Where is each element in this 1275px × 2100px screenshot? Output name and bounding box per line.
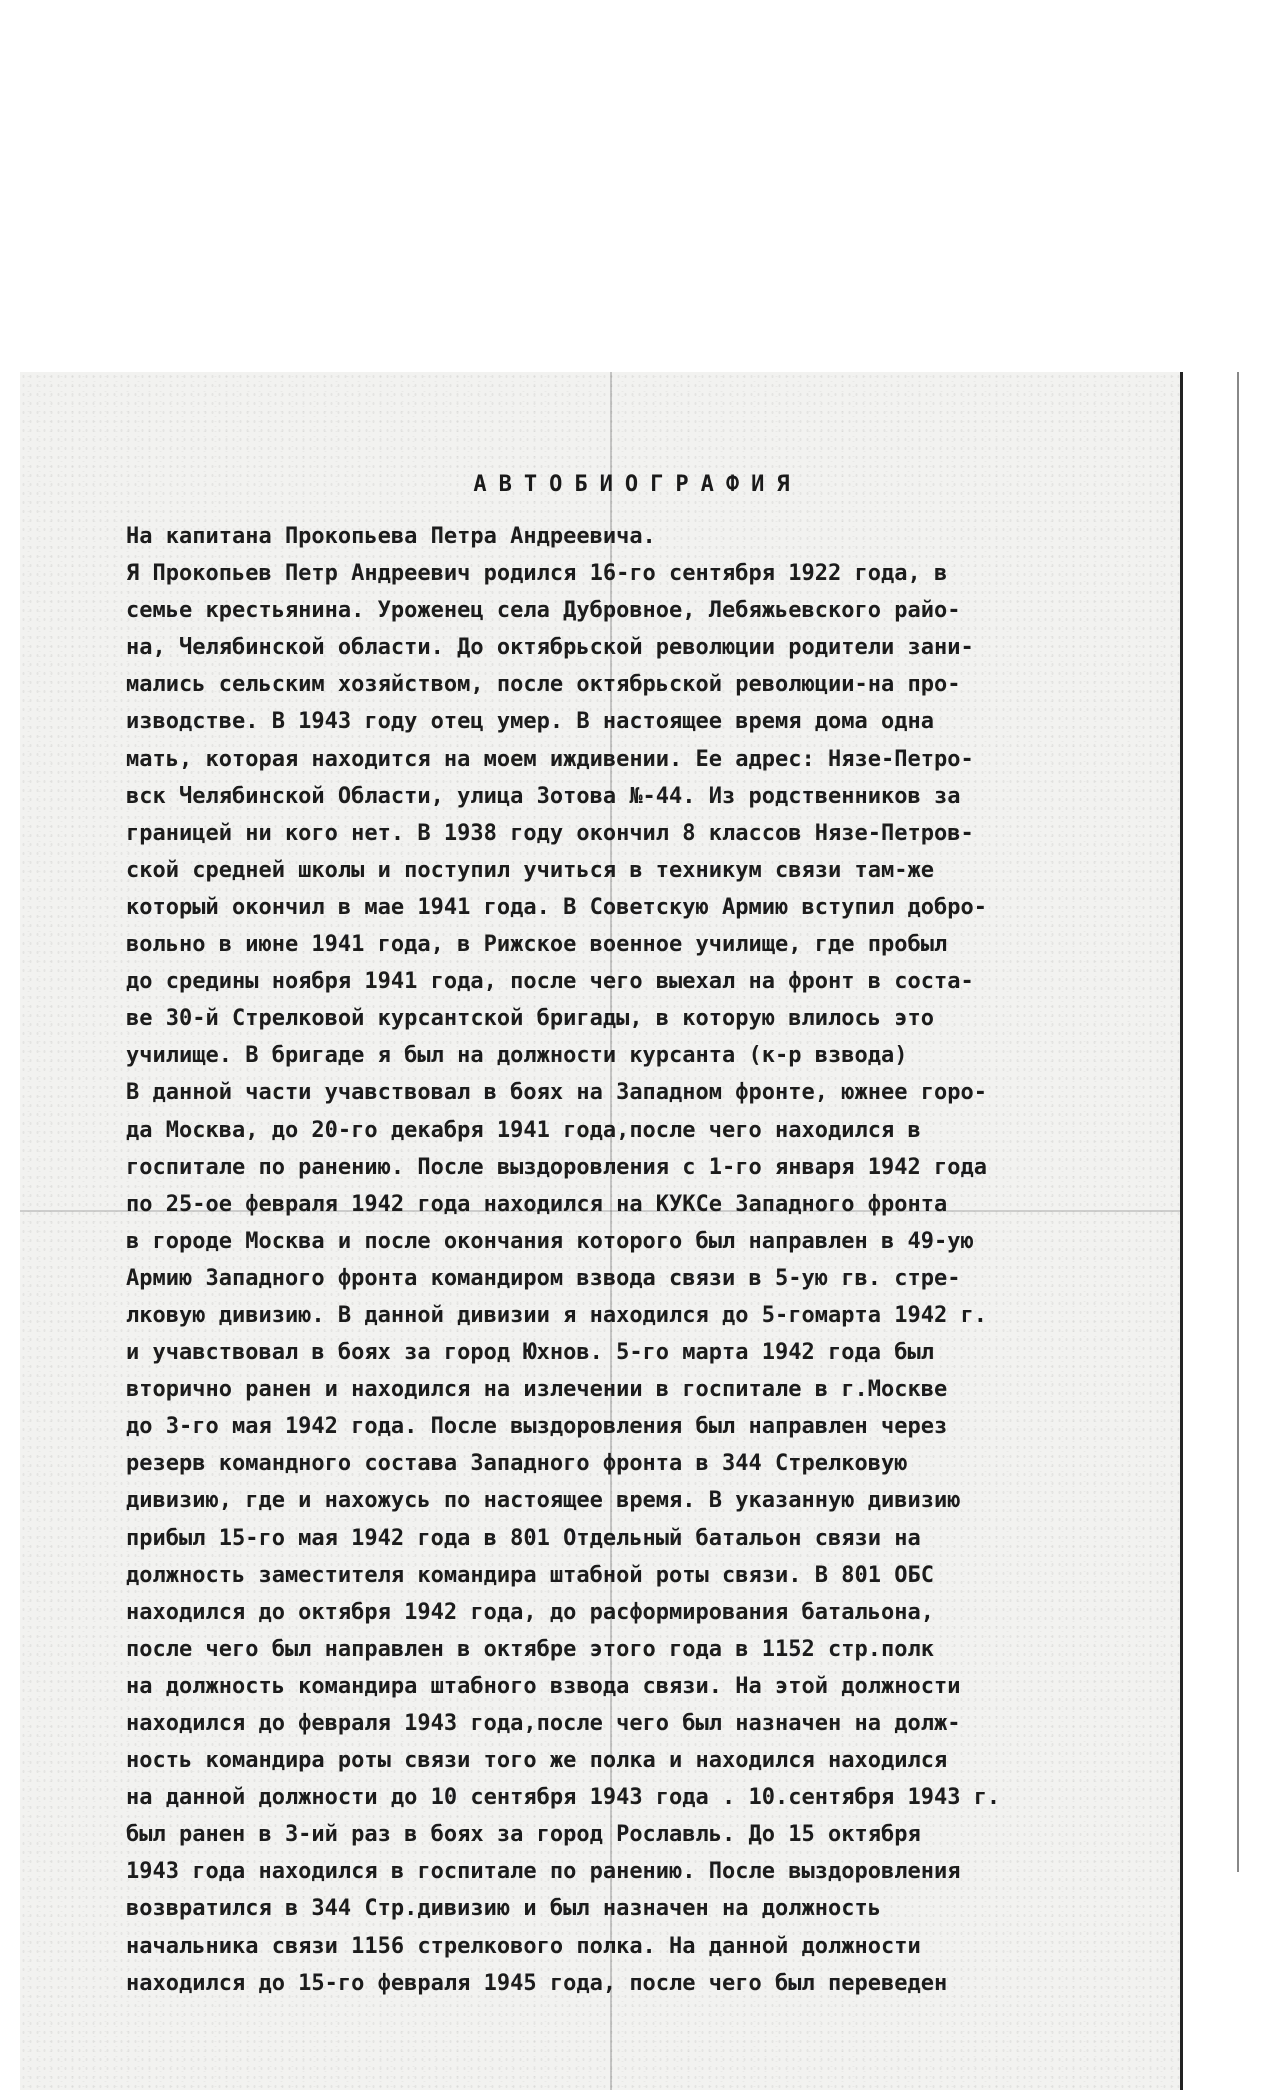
text-line: резерв командного состава Западного фронта в 344 Стрелковую	[126, 1451, 908, 1477]
text-line: границей ни кого нет. В 1938 году окончил 8 классов Нязе-Петров-	[126, 820, 974, 846]
text-line: вторично ранен и находился на излечении в госпитале в г.Москве	[126, 1377, 948, 1403]
text-line: дивизию, где и нахожусь по настоящее время. В указанную дивизию	[126, 1488, 961, 1514]
text-line: до средины ноября 1941 года, после чего выехал на фронт в соста-	[126, 969, 974, 995]
scan-border	[1237, 372, 1239, 1872]
text-line: семье крестьянина. Уроженец села Дубровное, Лебяжьевского райо-	[126, 598, 961, 624]
text-line: да Москва, до 20-го декабря 1941 года,после чего находился в	[126, 1117, 921, 1143]
text-line: на данной должности до 10 сентября 1943 года . 10.сентября 1943 г.	[126, 1785, 1001, 1811]
text-line: лковую дивизию. В данной дивизии я находился до 5-гомарта 1942 г.	[126, 1302, 987, 1328]
text-line: ской средней школы и поступил учиться в техникум связи там-же	[126, 857, 934, 883]
text-line: вольно в июне 1941 года, в Рижское военное училище, где пробыл	[126, 932, 948, 958]
text-line: вск Челябинской Области, улица Зотова №-44. Из родственников за	[126, 783, 961, 809]
text-line: 1943 года находился в госпитале по ранению. После выздоровления	[126, 1859, 961, 1885]
text-line: госпитале по ранению. После выздоровления с 1-го января 1942 года	[126, 1154, 987, 1180]
text-line: начальника связи 1156 стрелкового полка. На данной должности	[126, 1933, 921, 1959]
text-line: возвратился в 344 Стр.дивизию и был назначен на должность	[126, 1896, 881, 1922]
text-line: В данной части учавствовал в боях на Западном фронте, южнее горо-	[126, 1080, 987, 1106]
document-body	[126, 518, 1146, 2002]
text-line: ность командира роты связи того же полка и находился находился	[126, 1748, 948, 1774]
document-title: АВТОБИОГРАФИЯ	[473, 472, 802, 497]
text-line: мались сельским хозяйством, после октябрьской революции-на про-	[126, 672, 961, 698]
text-line: изводстве. В 1943 году отец умер. В настоящее время дома одна	[126, 709, 934, 735]
text-line: на, Челябинской области. До октябрьской революции родители зани-	[126, 635, 974, 661]
page-edge	[1180, 372, 1183, 2090]
text-line: до 3-го мая 1942 года. После выздоровления был направлен через	[126, 1414, 948, 1440]
text-line: находился до 15-го февраля 1945 года, после чего был переведен	[126, 1970, 948, 1996]
text-line: находился до февраля 1943 года,после чего был назначен на долж-	[126, 1711, 961, 1736]
text-line: прибыл 15-го мая 1942 года в 801 Отдельный батальон связи на	[126, 1525, 921, 1551]
text-line: мать, которая находится на моем иждивении. Ее адрес: Нязе-Петро-	[126, 746, 974, 772]
text-line: был ранен в 3-ий раз в боях за город Рославль. До 15 октября	[126, 1822, 921, 1848]
text-line: На капитана Прокопьева Петра Андреевича.	[126, 524, 656, 549]
text-line: Армию Западного фронта командиром взвода связи в 5-ую гв. стре-	[126, 1265, 961, 1291]
text-line: в городе Москва и после окончания которого был направлен в 49-ую	[126, 1228, 974, 1254]
text-line: находился до октября 1942 года, до расформирования батальона,	[126, 1599, 934, 1625]
text-line: и учавствовал в боях за город Юхнов. 5-го марта 1942 года был	[126, 1340, 934, 1366]
text-line: училище. В бригаде я был на должности курсанта (к-р взвода)	[126, 1043, 908, 1069]
text-line: должность заместителя командира штабной роты связи. В 801 ОБС	[126, 1562, 934, 1588]
text-line: после чего был направлен в октябре этого года в 1152 стр.полк	[126, 1636, 934, 1662]
text-line: Я Прокопьев Петр Андреевич родился 16-го сентября 1922 года, в	[126, 561, 948, 587]
text-line: на должность командира штабного взвода связи. На этой должности	[126, 1673, 961, 1699]
text-line: по 25-ое февраля 1942 года находился на КУКСе Западного фронта	[126, 1191, 948, 1217]
text-line: ве 30-й Стрелковой курсантской бригады, в которую влилось это	[126, 1006, 934, 1032]
text-line: который окончил в мае 1941 года. В Советскую Армию вступил добро-	[126, 894, 987, 920]
